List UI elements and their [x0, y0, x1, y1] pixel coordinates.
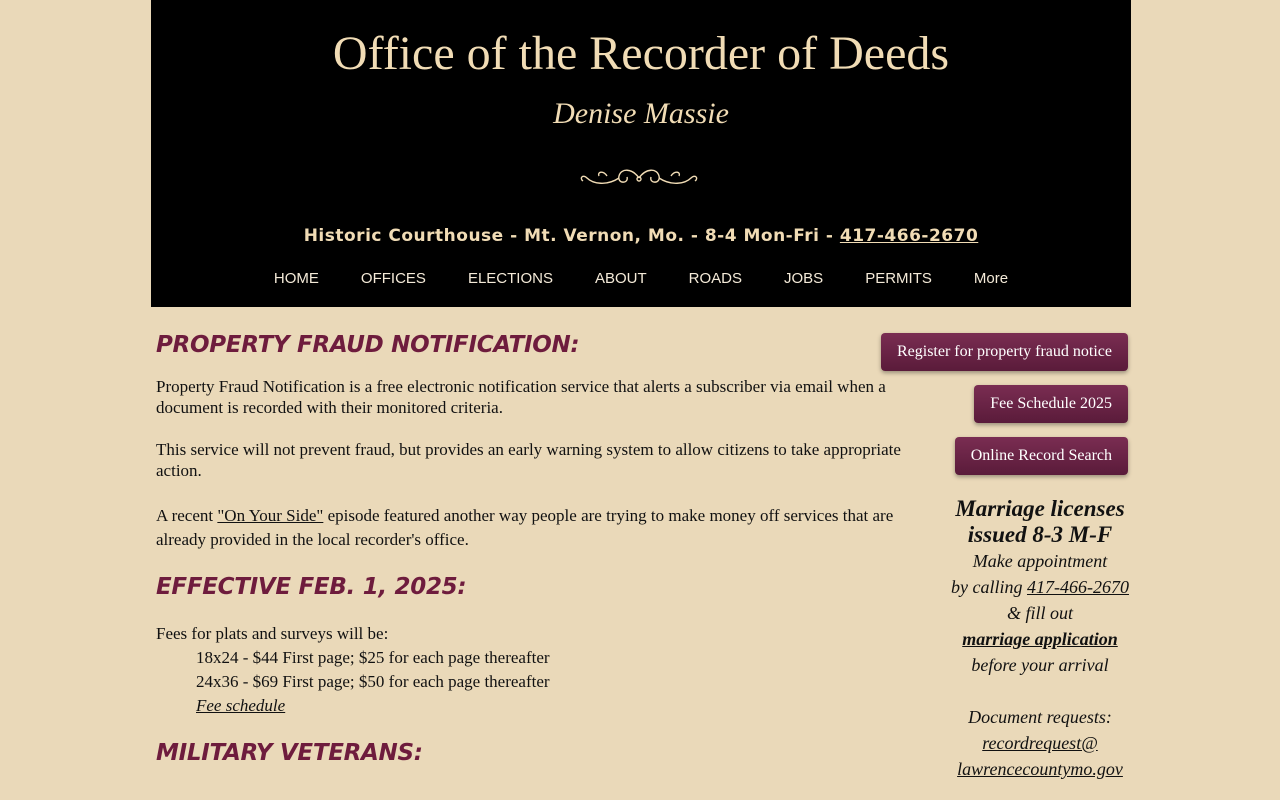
site-header	[151, 0, 1131, 307]
fee-schedule-link[interactable]: Fee schedule	[196, 696, 286, 715]
main-nav	[151, 270, 1131, 292]
main-content	[156, 330, 916, 766]
site-subtitle: Denise Massie	[553, 97, 729, 130]
email-link-part-2[interactable]: lawrencecountymo.gov	[957, 759, 1123, 779]
document-requests-text: Document requests:	[968, 707, 1112, 727]
nav-item-elections[interactable]: ELECTIONS	[467, 270, 553, 287]
fee-line-2: 24x36 - $69 First page; $50 for each page thereafter	[196, 672, 550, 691]
nav-item-more[interactable]: More	[973, 270, 1009, 287]
fraud-p3-after: episode featured another way people are trying to make money off services that are already provided in the local recorder's office.	[156, 506, 894, 549]
sidebar-info	[940, 496, 1140, 782]
effective-heading: EFFECTIVE FEB. 1, 2025:	[156, 574, 467, 600]
appointment-text: Make appointment	[972, 551, 1108, 571]
veterans-heading: MILITARY VETERANS:	[156, 740, 423, 766]
nav-item-home[interactable]: HOME	[273, 270, 319, 287]
calling-line	[940, 574, 1140, 600]
nav-item-offices[interactable]: OFFICES	[360, 270, 426, 287]
fees-intro: Fees for plats and surveys will be:	[156, 624, 389, 643]
nav-item-roads[interactable]: ROADS	[688, 270, 742, 287]
site-title: Office of the Recorder of Deeds	[332, 27, 950, 80]
fee-line-1: 18x24 - $44 First page; $25 for each page thereafter	[196, 648, 550, 667]
office-info-line	[151, 225, 1131, 247]
header-phone-link[interactable]: 417-466-2670	[839, 226, 979, 246]
fraud-paragraph-2: This service will not prevent fraud, but provides an early warning system to allow citizens to take appropriate action.	[156, 440, 901, 480]
fill-out-text: & fill out	[1006, 603, 1073, 623]
fraud-paragraph-3	[156, 504, 916, 552]
email-link-part-1[interactable]: recordrequest@	[982, 733, 1098, 753]
before-arrival-text: before your arrival	[971, 655, 1109, 675]
nav-item-about[interactable]: ABOUT	[594, 270, 647, 287]
fee-schedule-button[interactable]: Fee Schedule 2025	[974, 385, 1128, 423]
online-record-search-button[interactable]: Online Record Search	[955, 437, 1128, 475]
email-line-1	[940, 730, 1140, 756]
fraud-p3-before: A recent	[156, 506, 218, 525]
fee-schedule-item	[156, 694, 916, 718]
office-info-text: Historic Courthouse - Mt. Vernon, Mo. - 8-4 Mon-Fri -	[303, 226, 840, 246]
marriage-application-item	[940, 626, 1140, 652]
nav-item-jobs[interactable]: JOBS	[784, 270, 824, 287]
flourish-ornament-icon	[577, 164, 701, 192]
marriage-heading-1: Marriage licenses	[955, 496, 1125, 521]
fraud-paragraph-1: Property Fraud Notification is a free electronic notification service that alerts a subscriber via email when a document is recorded with their monitored criteria.	[156, 377, 886, 417]
on-your-side-link[interactable]: "On Your Side"	[217, 506, 324, 525]
sidebar-phone-link[interactable]: 417-466-2670	[1026, 577, 1129, 597]
fraud-heading: PROPERTY FRAUD NOTIFICATION:	[156, 332, 580, 358]
nav-item-permits[interactable]: PERMITS	[865, 270, 932, 287]
calling-text: by calling	[951, 577, 1027, 597]
register-fraud-notice-button[interactable]: Register for property fraud notice	[881, 333, 1128, 371]
marriage-heading-2: issued 8-3 M-F	[967, 522, 1113, 547]
marriage-application-link[interactable]: marriage application	[962, 629, 1118, 649]
email-line-2	[940, 756, 1140, 782]
